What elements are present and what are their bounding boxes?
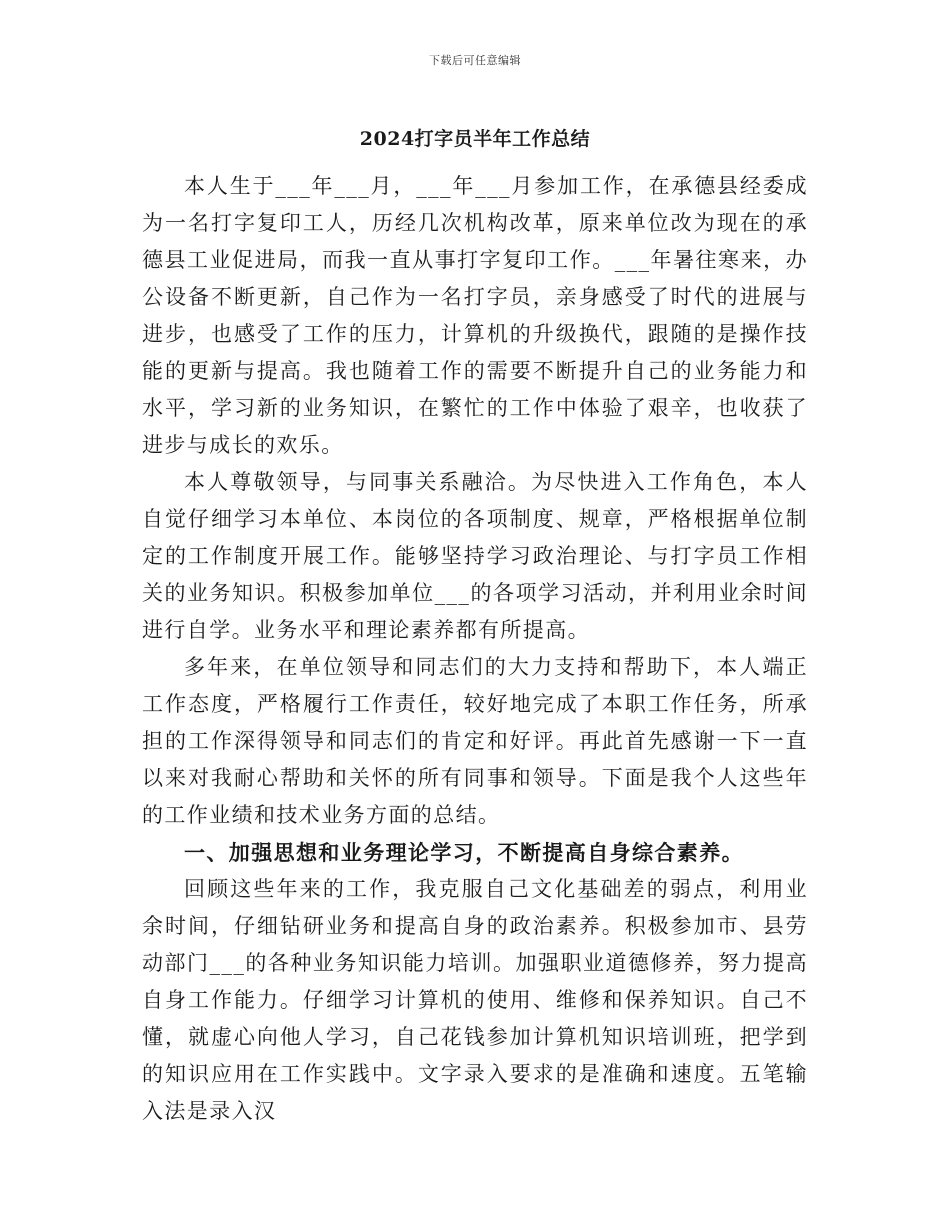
document-title: 2024打字员半年工作总结	[359, 128, 591, 150]
paragraph: 多年来，在单位领导和同志们的大力支持和帮助下，本人端正工作态度，严格履行工作责任，较好地完成了本职工作任务，所承担的工作深得领导和同志们的肯定和好评。再此首先感谢一下一直以来对我耐心帮助和关怀的所有同事和领导。下面是我个人这些年的工作业绩和技术业务方面的总结。	[142, 655, 808, 827]
header-note: 下载后可任意编辑	[429, 54, 521, 67]
paragraph: 回顾这些年来的工作，我克服自己文化基础差的弱点，利用业余时间，仔细钻研业务和提高自身的政治素养。积极参加市、县劳动部门___的各种业务知识能力培训。加强职业道德修养，努力提高自身工作能力。仔细学习计算机的使用、维修和保养知识。自己不懂，就虚心向他人学习，自己花钱参加计算机知识培训班，把学到的知识应用在工作实践中。文字录入要求的是准确和速度。五笔输入法是录入汉	[142, 877, 808, 1123]
paragraph: 本人生于___年___月，___年___月参加工作，在承德县经委成为一名打字复印工人，历经几次机构改革，原来单位改为现在的承德县工业促进局，而我一直从事打字复印工作。___年暑往寒来，办公设备不断更新，自己作为一名打字员，亲身感受了时代的进展与进步，也感受了工作的压力，计算机的升级换代，跟随的是操作技能的更新与提高。我也随着工作的需要不断提升自己的业务能力和水平，学习新的业务知识，在繁忙的工作中体验了艰辛，也收获了进步与成长的欢乐。	[142, 174, 808, 457]
section-heading: 一、加强思想和业务理论学习，不断提高自身综合素养。	[184, 840, 744, 865]
paragraph: 本人尊敬领导，与同事关系融洽。为尽快进入工作角色，本人自觉仔细学习本单位、本岗位的各项制度、规章，严格根据单位制定的工作制度开展工作。能够坚持学习政治理论、与打字员工作相关的业务知识。积极参加单位___的各项学习活动，并利用业余时间进行自学。业务水平和理论素养都有所提高。	[142, 470, 808, 642]
document-body	[142, 168, 808, 1130]
